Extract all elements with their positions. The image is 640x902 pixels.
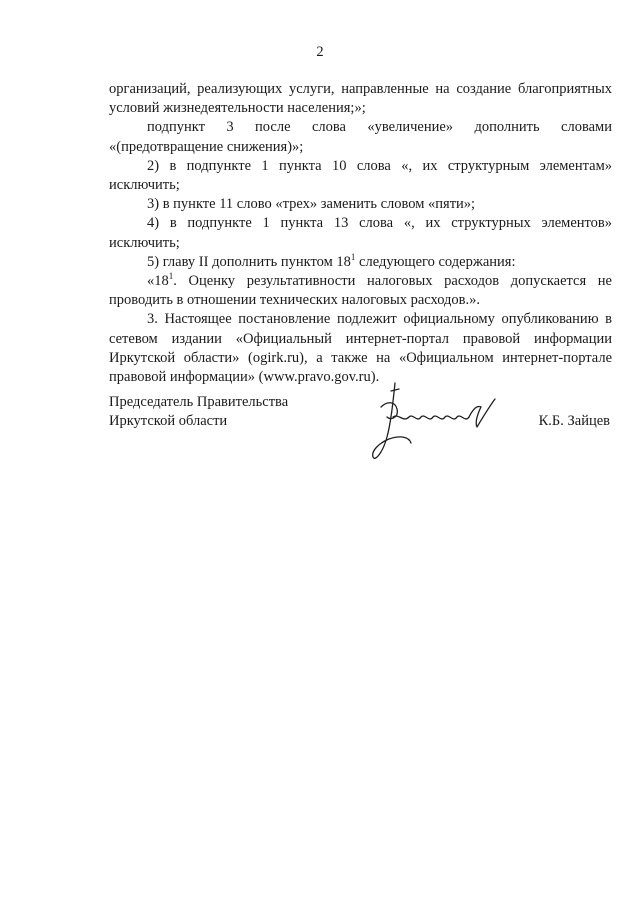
signatory-title-line1: Председатель Правительства	[109, 394, 289, 410]
paragraph-item-2: 2) в подпункте 1 пункта 10 слова «, их структурным элементам» исключить;	[109, 157, 612, 194]
paragraph-item-4: 4) в подпункте 1 пункта 13 слова «, их структурных элементов» исключить;	[109, 215, 612, 251]
handwritten-signature	[365, 377, 500, 472]
paragraph-subpoint-3: подпункт 3 после слова «увеличение» дополнить словами «(предотвращение снижения)»;	[109, 119, 612, 155]
page-number: 2	[316, 44, 324, 60]
item-5-text: 5) главу II дополнить пунктом 18	[147, 253, 351, 270]
paragraph-point-18-1	[109, 272, 612, 310]
signatory-title	[109, 393, 288, 431]
document-body	[109, 80, 612, 387]
paragraph-item-3: 3) в пункте 11 слово «трех» заменить словом «пяти»;	[147, 196, 476, 213]
paragraph-continuation: организаций, реализующих услуги, направленные на создание благоприятных условий жизнедеятельности населения;»;	[109, 81, 612, 117]
signer-name: К.Б. Зайцев	[538, 413, 610, 429]
point-18-1-open: «18	[147, 273, 169, 290]
point-18-1-text: . Оценку результативности налоговых расходов допускается не проводить в отношении технических налоговых расходов.».	[109, 273, 612, 309]
signatory-title-line2: Иркутской области	[109, 413, 228, 430]
paragraph-item-5	[109, 253, 612, 272]
paragraph-publication: 3. Настоящее постановление подлежит официальному опубликованию в сетевом издании «Официальный интернет-портал правовой информации Иркутской области» (ogirk.ru), а также на «Официальном интернет-портале правовой информации» (www.pravo.gov.ru).	[109, 311, 612, 386]
point-18-1-superscript: 1	[168, 271, 174, 282]
item-5-superscript: 1	[350, 251, 356, 262]
item-5-text-end: следующего содержания:	[355, 253, 516, 270]
